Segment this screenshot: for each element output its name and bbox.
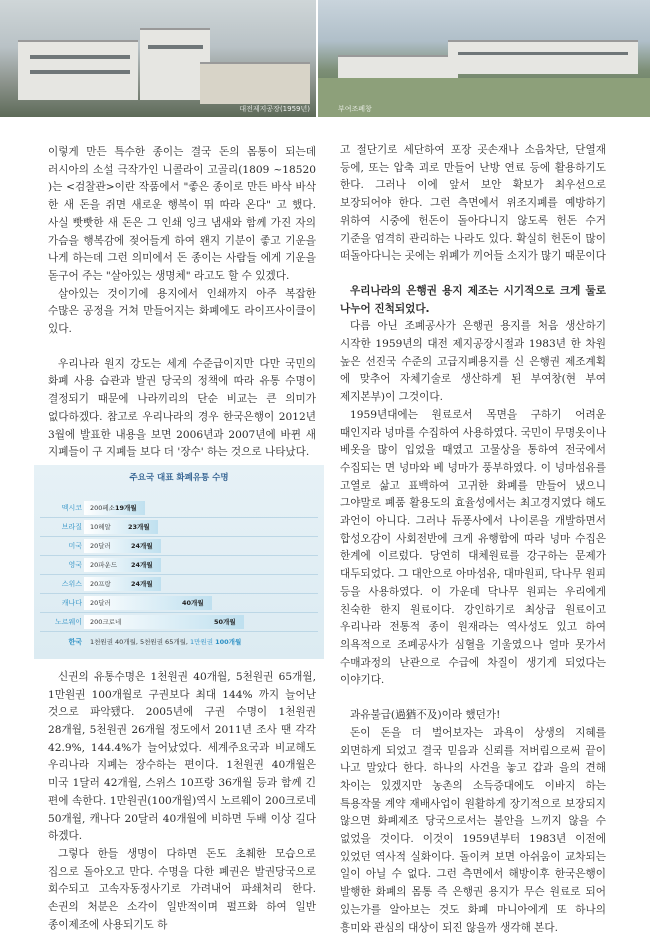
paragraph: 다름 아닌 조폐공사가 은행권 용지를 처음 생산하기 시작한 1959년의 대전 제지공장시절과 1983년 한 차원 높은 선진국 수준의 고급지폐용지를 신 은행권 제조계획 에 맞추어 자체기술로 생산하게 된 부여창(현 부여 제지본부)이 그것이다. bbox=[340, 320, 606, 404]
korea-values bbox=[90, 637, 241, 646]
photo-caption: 대전제지공장(1959년) bbox=[239, 105, 310, 113]
chart-country-label: 영국 bbox=[68, 561, 82, 569]
paragraph: 고 절단기로 세단하여 포장 곳손재나 소음차단, 단열재 등에, 또는 압축 괴로 만들어 난방 연료 등에 활용하기도 한다. 그러나 이에 앞서 보안 확보가 최우선으로 보장되어야 한다. 그런 측면에서 위조지폐를 예방하기 위하여 시중에 헌돈이 돌아다니지 않도록 헌돈 수거 기준을 엄격히 관리하는 나라도 있다. 확실히 헌돈이 많이 떠돌아다니는 곳에는 위폐가 끼어들 소지가 많기 때문이다 bbox=[340, 144, 606, 263]
chart-row bbox=[34, 539, 324, 553]
chart-value-label: 24개월 bbox=[131, 561, 153, 569]
window-row bbox=[30, 55, 130, 59]
chart-country-label: 미국 bbox=[68, 542, 82, 550]
paragraph: 신권의 유통수명은 1천원권 40개월, 5천원권 65개월, 1만원권 100개월로 구권보다 최대 144% 까지 늘어난 것으로 파악됐다. 2005년에 구권 수명이 1천원권 28개월, 5천원권 26개월 정도에서 2011년 조사 땐 각각 42.9%, 144.4%가 늘어났었다. 세계주요국과 비교해도 우리나라 지폐는 장수하는 편이다. 1천원권 40개월은 미국 1달러 42개월, 스위스 10프랑 36개월 등과 함께 긴 편에 속한다. 1만원권(100개월)역시 노르웨이 200크로네 50개월, 캐나다 20달러 40개월에 비하면 두배 이상 길다 하겠다. bbox=[48, 670, 316, 843]
korea-value-10000: 100개월 bbox=[215, 638, 242, 646]
korea-note-10000: 1만원권 bbox=[190, 638, 214, 646]
chart-country-label: 스위스 bbox=[61, 580, 82, 588]
paragraph: 그렇다 한들 생명이 다하면 돈도 초췌한 모습으로 집으로 돌아오고 만다. 수명을 다한 폐권은 발권당국으로 회수되고 고속자동정사기로 가려내어 파쇄처리 한다. 손권의 처분은 소각이 일반적이며 펄프화 하여 일반 종이제조에 사용되기도 하 bbox=[48, 847, 316, 931]
section-lead: 우리나라의 은행권 용지 제조는 시기적으로 크게 둘로 나누어 진척되었다. bbox=[340, 284, 606, 315]
chart-note-label: 20달러 bbox=[90, 542, 111, 550]
chart-country-label: 캐나다 bbox=[61, 599, 82, 607]
chart-note-label: 10헤알 bbox=[90, 523, 111, 531]
paragraph: 이렇게 만든 특수한 종이는 결국 돈의 몸통이 되는데 러시아의 소설 극작가인 니콜라이 고골리(1809 ~18520 )는 <검찰관>이란 작품에서 "좋은 종이로 만든 바삭 바삭 한 새 돈을 쥐면 새로운 행복이 뛰 따라 온다" 고 했다. 사실 빳빳한 새 돈은 그 인쇄 잉크 냄새와 함께 가진 자의 가슴을 행복감에 젖어들게 하여 왠지 기분이 좋고 기운을 나게 하는데 그런 의미에서 돈 종이는 사람들 에게 기운을 돋구어 주는 "살아있는 생명체" 라고도 할 수 있겠다. bbox=[48, 146, 316, 282]
chart-row bbox=[34, 558, 324, 572]
chart-value-label: 50개월 bbox=[214, 618, 236, 626]
chart-row bbox=[34, 520, 324, 534]
header-photos bbox=[0, 0, 650, 117]
chart-note-label: 200페소 bbox=[90, 504, 115, 512]
currency-lifespan-chart bbox=[34, 465, 324, 659]
chart-value-label: 23개월 bbox=[128, 523, 150, 531]
chart-country-label: 노르웨이 bbox=[54, 618, 82, 626]
korea-value-5000: 5천원권 65개월, bbox=[140, 638, 188, 646]
paragraph: 돈이 돈을 더 벌어보자는 과욕이 상생의 지혜를 외면하게 되었고 결국 믿음과 신뢰를 저버림으로써 끝이 나고 말았다 한다. 하나의 사건을 놓고 갑과 을의 견해 차이는 있겠지만 농촌의 소득증대에도 이바지 하는 특용작물 계약 재배사업이 원활하게 장기적으로 보장되지 않으면 화폐제조 당국으로서는 불안을 느끼지 않을 수 없었을 것이다. 이것이 1959년부터 1983년 이전에 있었던 역사적 실화이다. 돌이켜 보면 아쉬움이 교차되는 일이 아닐 수 없다. 그런 측면에서 해방이후 한국은행이 발행한 화폐의 몸통 즉 은행권 용지가 무슨 원료로 되어 있는가를 알아보는 것도 화폐 마니아에게 또 하나의 흥미와 관심의 대상이 되진 않을까 생각해 본다. bbox=[340, 726, 606, 934]
korea-value-1000: 1천원권 40개월, bbox=[90, 638, 138, 646]
chart-note-label: 20달러 bbox=[90, 599, 111, 607]
chart-value-label: 40개월 bbox=[182, 599, 204, 607]
chart-row bbox=[34, 596, 324, 610]
chart-note-label: 20프랑 bbox=[90, 580, 111, 588]
paragraph: 과유불급(過猶不及)이라 했던가! bbox=[350, 709, 501, 722]
daejeon-factory-photo bbox=[0, 0, 316, 117]
chart-row bbox=[34, 501, 324, 515]
window-row bbox=[148, 45, 203, 49]
chart-value-label: 24개월 bbox=[131, 542, 153, 550]
paragraph: 1959년대에는 원료로서 목면을 구하기 어려운 때인지라 넝마를 수집하여 사용하였다. 국민이 무명옷이나 베옷을 많이 입었을 때였고 고물상을 통하여 전국에서 수집되는 면 넝마와 베 넝마가 풍부하였다. 이 넝마섬유를 고열로 삶고 표백하여 고귀한 화폐를 만들어 냈으니 그야말로 폐품 활용도의 효율성에서는 최고경지였다 해도 과언이 아니다. 그러나 듀퐁사에서 나이론을 개발하면서 합성오감이 사회전반에 크게 유행함에 따라 넝마 수집은 한계에 이르렀다. 당연히 대체원료를 강구하는 문제가 대두되었다. 그 대안으로 아마섬유, 대마원피, 닥나무 원피 등을 사용하였다. 이 가운데 닥나무 원피는 우리에게 친숙한 한지 원료이다. 강인하기로 최상급 원료이고 우리나라 전통적 종이 원재라는 역사성도 있고 하여 의욕적으로 조폐공사가 심혈을 기울였으나 얼마 못가서 수매과정의 난관으로 수급에 차질이 생기게 되었다는 이야기다. bbox=[340, 408, 606, 687]
window-row bbox=[458, 52, 628, 55]
mint-building bbox=[448, 40, 638, 74]
paragraph: 살아있는 것이기에 용지에서 인쇄까지 아주 복잡한 수많은 공정을 거쳐 만들어지는 화폐에도 라이프사이클이 있다. bbox=[48, 287, 316, 336]
chart-note-label: 20파운드 bbox=[90, 561, 118, 569]
mint-building bbox=[338, 55, 458, 79]
chart-country-label: 멕시코 bbox=[61, 504, 82, 512]
chart-country-label: 한국 bbox=[68, 638, 82, 646]
chart-row bbox=[34, 577, 324, 591]
chart-value-label: 24개월 bbox=[131, 580, 153, 588]
factory-building bbox=[200, 62, 310, 104]
chart-note-label: 200크로네 bbox=[90, 618, 122, 626]
photo-caption: 부여조폐창 bbox=[338, 105, 372, 113]
paragraph: 우리나라 원지 강도는 세계 수준급이지만 다만 국민의 화폐 사용 습관과 발권 당국의 정책에 따라 유통 수명이 결정되기 때문에 나라끼리의 단순 비교는 큰 의미가 없다하겠다. 참고로 우리나라의 경우 한국은행이 2012년 3월에 발표한 내용을 보면 2006년과 2007년에 바뀐 새 지폐들이 구 지폐들 보다 더 '장수' 하는 것으로 나타났다. bbox=[48, 357, 316, 459]
chart-row-korea bbox=[34, 635, 324, 649]
window-row bbox=[30, 70, 130, 74]
chart-value-label: 19개월 bbox=[115, 504, 137, 512]
right-column bbox=[340, 142, 606, 937]
chart-row bbox=[34, 615, 324, 629]
chart-country-label: 브라질 bbox=[61, 523, 82, 531]
buyeo-mint-photo bbox=[318, 0, 650, 117]
chart-title: 주요국 대표 화폐유통 수명 bbox=[129, 473, 229, 483]
